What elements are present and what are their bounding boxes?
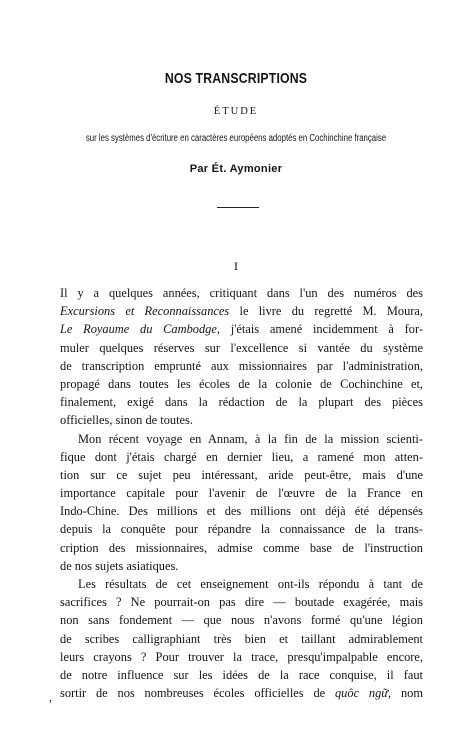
text-run: importance capitale pour l'avenir de l'œuvre de la France en: [60, 486, 423, 501]
text-line: [60, 539, 423, 557]
text-run: sacrifices ? Ne pourrait-on pas dire — boutade exagérée, mais: [60, 595, 423, 610]
text-line: [60, 666, 423, 684]
text-line: [60, 339, 423, 357]
text-line: [60, 302, 423, 320]
text-line: [60, 611, 423, 629]
text-run: non sans fondement — que nous n'avons formé qu'une légion: [60, 613, 423, 628]
text-run: officielles, sinon de toutes.: [60, 413, 193, 428]
text-run: Indo-Chine. Des millions et des millions ont déjà été dépensés: [60, 504, 423, 519]
text-line: [60, 320, 423, 338]
margin-mark: ,: [49, 690, 52, 704]
text-line: [60, 648, 423, 666]
italic-text: Excursions et Reconnaissances: [60, 304, 230, 319]
section-number: I: [234, 259, 238, 273]
article-title: NOS TRANSCRIPTIONS: [164, 70, 308, 87]
text-line: [60, 375, 423, 393]
text-line: [60, 357, 423, 375]
text-run: cription des missionnaires, admise comme base de l'instruction: [60, 540, 423, 555]
title-divider: [217, 207, 259, 208]
italic-text: quôc ngữ: [334, 686, 389, 701]
text-line: [60, 630, 423, 648]
text-run: Il y a quelques années, critiquant dans l'un des numéros des: [60, 286, 423, 300]
text-line: [60, 484, 423, 502]
text-line: [60, 593, 423, 611]
text-line: [60, 575, 423, 593]
text-run: Mon récent voyage en Annam, à la fin de la mission scienti-: [78, 431, 423, 446]
body-text: [60, 284, 423, 702]
text-run: de nos sujets asiatiques.: [60, 558, 179, 573]
text-run: , j'étais amené incidemment à for-: [216, 322, 423, 337]
italic-text: Le Royaume du Cambodge: [60, 322, 217, 337]
text-line: [60, 411, 423, 429]
text-run: leurs crayons ? Pour trouver la trace, presqu'impalpable encore,: [60, 649, 423, 664]
text-run: de notre influence sur les idées de la race conquise, il faut: [60, 667, 423, 682]
text-run: depuis la conquête pour répandre la connaissance de la trans-: [60, 522, 423, 537]
text-run: finalement, exigé dans la rédaction de la plupart des pièces: [60, 395, 423, 410]
text-run: propagé dans toutes les écoles de la colonie de Cochinchine et,: [60, 376, 423, 391]
text-run: le livre du regretté M. Moura,: [229, 304, 423, 319]
text-line: [60, 448, 423, 466]
text-run: Les résultats de cet enseignement ont-ils répondu à tant de: [78, 577, 423, 591]
text-line: [60, 557, 423, 575]
text-line: [60, 684, 423, 702]
article-author: Par Ét. Aymonier: [189, 163, 283, 175]
text-line: [60, 284, 423, 302]
text-run: de scribes calligraphiant très bien et taillant admirablement: [60, 631, 423, 646]
text-line: [60, 502, 423, 520]
text-line: [60, 430, 423, 448]
article-subtitle: ÉTUDE: [213, 106, 259, 117]
text-line: [60, 393, 423, 411]
text-line: [60, 466, 423, 484]
text-run: , nom: [388, 686, 423, 701]
text-run: fique dont j'étais chargé en dernier lieu, a ramené mon atten-: [60, 449, 423, 464]
text-run: muler quelques réserves sur l'excellence si vantée du système: [60, 340, 423, 355]
article-description: sur les systèmes d'écriture en caractères européens adoptés en Cochinchine française: [85, 133, 387, 144]
text-run: tion sur ce sujet peu intéressant, aride peut-être, mais d'une: [60, 467, 423, 482]
text-run: de transcription emprunté aux missionnaires par l'administration,: [60, 358, 423, 373]
text-run: sortir de nos nombreuses écoles officielles de: [60, 686, 335, 701]
text-line: [60, 520, 423, 538]
